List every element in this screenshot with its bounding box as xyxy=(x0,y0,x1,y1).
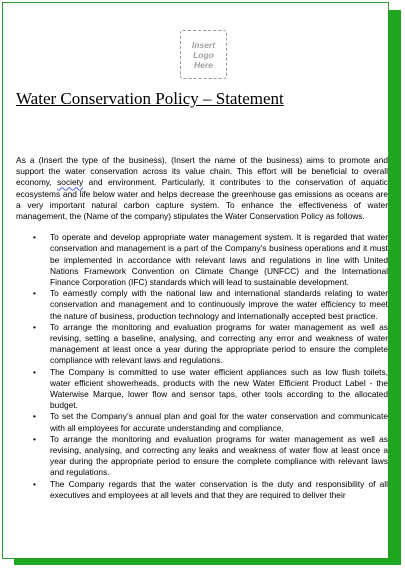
bullet-icon: • xyxy=(33,232,36,243)
policy-item xyxy=(16,322,388,367)
bullet-icon: • xyxy=(33,288,36,299)
policy-item-text: To earnestly comply with the national law and international standards relating to water conservation and management and to continuously improve the water efficiency to meet the nature of business, production technology and internationally accepted best practice. xyxy=(50,288,388,321)
document-body xyxy=(16,155,388,501)
policy-item-text: To operate and develop appropriate water management system. It is regarded that water conservation and management is a part of the Company’s business operations and it must be implemented in accordance with relevant laws and regulations in line with United Nations Framework Convention on Climate Change (UNFCC) and the International Finance Corporation (IFC) standards which will lead to sustainable development. xyxy=(50,232,388,288)
document-title: Water Conservation Policy – Statement xyxy=(16,89,284,108)
policy-item xyxy=(16,232,388,288)
intro-text-start: As a (Insert the type of the business), (Insert the name of the business) aims to promote and support the water conservation across its value chain. This effort will be beneficial to overall economy, xyxy=(16,155,388,188)
policy-item-text: To set the Company’s annual plan and goal for the water conservation and communicate with all employees for accurate understanding and compliance. xyxy=(50,411,388,433)
bullet-icon: • xyxy=(33,478,36,489)
policy-item xyxy=(16,367,388,412)
policy-item xyxy=(16,479,388,501)
bullet-icon: • xyxy=(33,411,36,422)
policy-list xyxy=(16,232,388,501)
intro-text-end: and environment. Particularly, it contributes to the conservation of aquatic ecosystems and life below water and helps decrease the greenhouse gas emissions as oceans are a very important natural carbon capture system. To enhance the effectiveness of water management, the (Name of the company) stipulates the Water Conservation Policy as follows. xyxy=(16,177,388,222)
spellcheck-flagged-word: society xyxy=(57,177,84,188)
bullet-icon: • xyxy=(33,433,36,444)
bullet-icon: • xyxy=(33,366,36,377)
policy-item xyxy=(16,411,388,433)
policy-item xyxy=(16,288,388,322)
policy-item xyxy=(16,434,388,479)
policy-item-text: The Company is committed to use water efficient appliances such as low flush toilets, water efficient showerheads, products with the new Water Efficient Product Label - the Waterwise Marque, lower flow and sensor taps, other tools according to the allocated budget. xyxy=(50,366,388,411)
document-page xyxy=(2,2,389,559)
policy-item-text: To arrange the monitoring and evaluation programs for water management as well as revising, analysing, and correcting any leaks and weakness of water flow at least once a year during the appropriate period to ensure the complete compliance with relevant laws and regulations. xyxy=(50,433,388,478)
policy-item-text: To arrange the monitoring and evaluation programs for water management as well as revising, setting a baseline, analysing, and correcting any error and weakness of water management at least once a year during the appropriate period to ensure the complete compliance with relevant laws and regulations. xyxy=(50,321,388,366)
logo-placeholder xyxy=(180,30,227,79)
policy-item-text: The Company regards that the water conservation is the duty and responsibility of all executives and employees at all levels and that they are required to deliver their xyxy=(50,478,388,500)
intro-paragraph xyxy=(16,155,388,222)
logo-placeholder-text: Insert Logo Here xyxy=(191,39,216,70)
bullet-icon: • xyxy=(33,321,36,332)
